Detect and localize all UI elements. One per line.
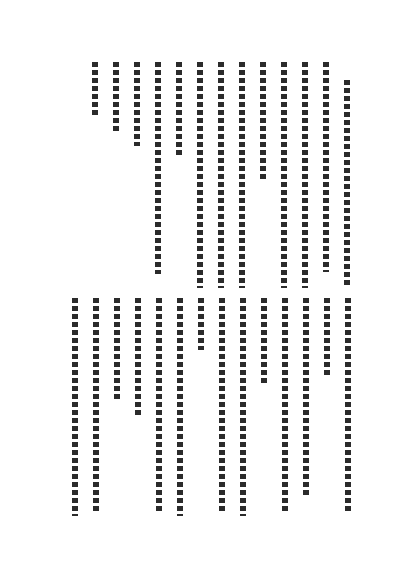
text-line bbox=[218, 62, 224, 288]
text-line bbox=[323, 62, 329, 272]
text-line bbox=[324, 298, 330, 378]
text-line bbox=[72, 298, 78, 516]
bottom-block-column-14 bbox=[71, 298, 79, 516]
bottom-block-column-4 bbox=[281, 298, 289, 516]
text-line bbox=[345, 298, 351, 512]
bottom-text-block bbox=[71, 298, 352, 516]
bottom-block-column-12 bbox=[113, 298, 121, 516]
top-block-column-8 bbox=[196, 62, 204, 288]
bottom-block-column-2 bbox=[323, 298, 331, 516]
bottom-block-column-5 bbox=[260, 298, 268, 516]
text-line bbox=[240, 298, 246, 516]
text-line bbox=[197, 62, 203, 288]
text-line bbox=[261, 298, 267, 386]
text-line bbox=[155, 62, 161, 274]
top-text-block bbox=[91, 62, 351, 288]
bottom-block-column-3 bbox=[302, 298, 310, 516]
bottom-block-column-10 bbox=[155, 298, 163, 516]
text-line bbox=[156, 298, 162, 512]
bottom-block-column-7 bbox=[218, 298, 226, 516]
text-line bbox=[113, 62, 119, 134]
bottom-block-column-6 bbox=[239, 298, 247, 516]
bottom-block-column-8 bbox=[197, 298, 205, 516]
top-block-column-9 bbox=[175, 62, 183, 288]
top-block-column-2 bbox=[322, 62, 330, 288]
bottom-block-column-13 bbox=[92, 298, 100, 516]
top-block-column-1 bbox=[343, 62, 351, 288]
text-line bbox=[260, 62, 266, 180]
text-line bbox=[93, 298, 99, 512]
bottom-block-column-9 bbox=[176, 298, 184, 516]
text-line bbox=[239, 62, 245, 288]
text-line bbox=[302, 62, 308, 288]
text-line bbox=[281, 62, 287, 288]
top-block-column-4 bbox=[280, 62, 288, 288]
bottom-block-column-11 bbox=[134, 298, 142, 516]
text-line bbox=[114, 298, 120, 402]
text-line bbox=[176, 62, 182, 158]
top-block-column-3 bbox=[301, 62, 309, 288]
top-block-column-12 bbox=[112, 62, 120, 288]
text-line bbox=[92, 62, 98, 118]
top-block-column-7 bbox=[217, 62, 225, 288]
text-line bbox=[344, 80, 350, 288]
text-line bbox=[282, 298, 288, 512]
bottom-block-column-1 bbox=[344, 298, 352, 516]
text-line bbox=[177, 298, 183, 516]
text-line bbox=[135, 298, 141, 418]
text-line bbox=[303, 298, 309, 498]
text-line bbox=[134, 62, 140, 146]
top-block-column-11 bbox=[133, 62, 141, 288]
top-block-column-5 bbox=[259, 62, 267, 288]
text-line bbox=[198, 298, 204, 350]
top-block-column-10 bbox=[154, 62, 162, 288]
top-block-column-6 bbox=[238, 62, 246, 288]
text-line bbox=[219, 298, 225, 512]
top-block-column-13 bbox=[91, 62, 99, 288]
